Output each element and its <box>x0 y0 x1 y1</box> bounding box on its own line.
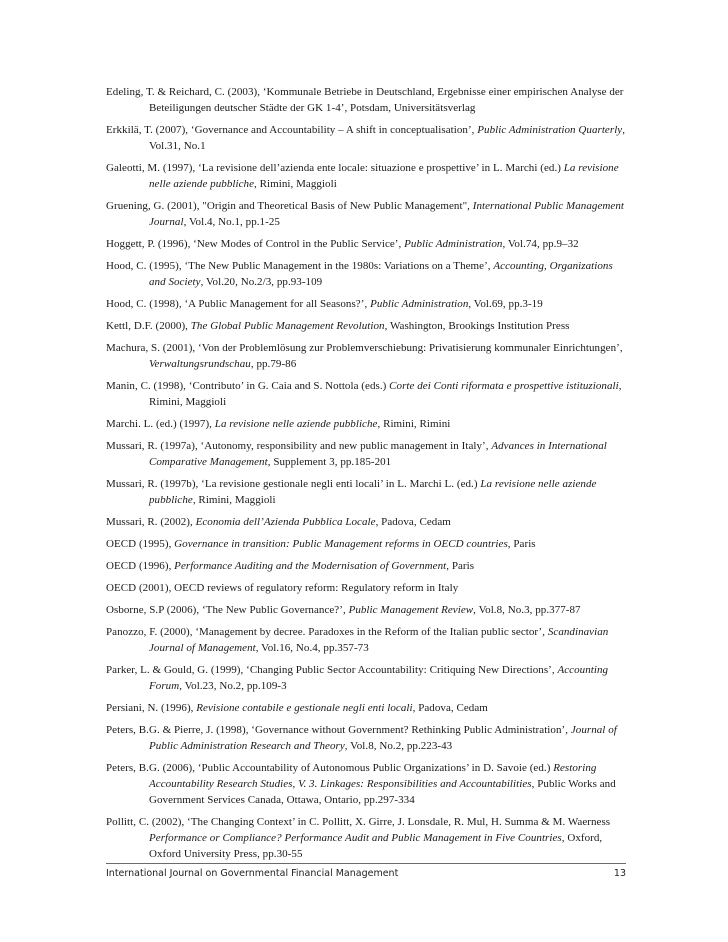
reference-text: , Vol.74, pp.9–32 <box>502 238 579 250</box>
reference-text: , Vol.23, No.2, pp.109-3 <box>179 680 287 692</box>
reference-text: OECD (1996), <box>106 560 175 572</box>
footer-journal-title: International Journal on Governmental Financial Management <box>106 868 399 879</box>
reference-text: , Paris <box>507 538 536 550</box>
reference-title: The Global Public Management Revolution <box>190 320 385 332</box>
reference-entry <box>106 438 626 470</box>
reference-text: , Padova, Cedam <box>375 516 451 528</box>
reference-entry <box>106 476 626 508</box>
reference-text: Gruening, G. (2001), "Origin and Theoretical Basis of New Public Management", <box>106 200 473 212</box>
reference-entry <box>106 378 626 410</box>
reference-title: Accounting, Organizations and Society <box>149 260 613 288</box>
reference-text: Kettl, D.F. (2000), <box>106 320 191 332</box>
reference-title: La revisione nelle aziende pubbliche <box>149 162 619 190</box>
reference-text: Peters, B.G. & Pierre, J. (1998), ‘Governance without Government? Rethinking Public Administration’, <box>106 724 571 736</box>
reference-entry <box>106 558 626 574</box>
reference-text: , Vol.16, No.4, pp.357-73 <box>255 642 369 654</box>
reference-text: Pollitt, C. (2002), ‘The Changing Context’ in C. Pollitt, X. Girre, J. Lonsdale, R. Mul, H. Summa & M. Waerness <box>106 816 611 828</box>
reference-title: Performance or Compliance? Performance Audit and Public Management in Five Countries <box>149 832 562 844</box>
reference-entry <box>106 602 626 618</box>
reference-entry <box>106 662 626 694</box>
reference-text: , pp.79-86 <box>250 358 297 370</box>
reference-title: Verwaltungsrundschau <box>149 358 251 370</box>
reference-text: Persiani, N. (1996), <box>106 702 197 714</box>
reference-text: , Vol.8, No.2, pp.223-43 <box>344 740 453 752</box>
reference-title: Public Administration <box>404 238 503 250</box>
reference-entry <box>106 198 626 230</box>
reference-entry <box>106 760 626 808</box>
reference-entry <box>106 122 626 154</box>
reference-text: , Vol.69, pp.3-19 <box>468 298 543 310</box>
reference-entry <box>106 236 626 252</box>
reference-entry <box>106 84 626 116</box>
reference-title: Scandinavian Journal of Management <box>149 626 609 654</box>
reference-text: Osborne, S.P (2006), ‘The New Public Governance?’, <box>106 604 349 616</box>
reference-text: Galeotti, M. (1997), ‘La revisione dell’azienda ente locale: situazione e prospettive’ in L. Marchi (ed.) <box>106 162 564 174</box>
reference-entry <box>106 416 626 432</box>
reference-entry <box>106 536 626 552</box>
reference-text: Machura, S. (2001), ‘Von der Problemlösung zur Problemverschiebung: Privatisierung kommunaler Einrichtungen’, <box>106 342 623 354</box>
reference-title: La revisione nelle aziende pubbliche <box>214 418 378 430</box>
reference-text: , Padova, Cedam <box>412 702 488 714</box>
footer-page-number: 13 <box>613 868 626 879</box>
reference-text: Hood, C. (1998), ‘A Public Management for all Seasons?’, <box>106 298 371 310</box>
reference-text: , Rimini, Rimini <box>377 418 451 430</box>
reference-text: Mussari, R. (2002), <box>106 516 196 528</box>
reference-entry <box>106 318 626 334</box>
reference-text: , Oxford, Oxford University Press, pp.30-55 <box>149 832 603 860</box>
reference-title: Performance Auditing and the Modernisation of Government <box>174 560 447 572</box>
reference-text: , Supplement 3, pp.185-201 <box>267 456 392 468</box>
reference-title: Journal of Public Administration Research and Theory <box>149 724 617 752</box>
reference-title: Revisione contabile e gestionale negli enti locali <box>196 702 413 714</box>
reference-entry <box>106 258 626 290</box>
reference-title: Accounting Forum <box>149 664 609 692</box>
reference-entry <box>106 160 626 192</box>
reference-title: La revisione nelle aziende pubbliche <box>149 478 597 506</box>
reference-entry <box>106 700 626 716</box>
reference-text: , Paris <box>446 560 475 572</box>
reference-text: Hoggett, P. (1996), ‘New Modes of Control in the Public Service’, <box>106 238 405 250</box>
reference-text: Mussari, R. (1997a), ‘Autonomy, responsibility and new public management in Italy’, <box>106 440 492 452</box>
reference-entry <box>106 722 626 754</box>
reference-title: Advances in International Comparative Management <box>149 440 607 468</box>
reference-title: Corte dei Conti riformata e prospettive istituzionali <box>389 380 619 392</box>
reference-text: Parker, L. & Gould, G. (1999), ‘Changing Public Sector Accountability: Critiquing New Directions’, <box>106 664 558 676</box>
reference-title: Governance in transition: Public Management reforms in OECD countries <box>174 538 508 550</box>
reference-text: , Rimini, Maggioli <box>149 380 622 408</box>
reference-title: Public Administration <box>370 298 469 310</box>
reference-entry <box>106 814 626 862</box>
reference-text: Manin, C. (1998), ‘Contributo’ in G. Caia and S. Nottola (eds.) <box>106 380 390 392</box>
reference-text: , Public Works and Government Services Canada, Ottawa, Ontario, pp.297-334 <box>149 778 616 806</box>
reference-text: , Vol.20, No.2/3, pp.93-109 <box>200 276 323 288</box>
reference-text: , Washington, Brookings Institution Press <box>384 320 570 332</box>
reference-text: Panozzo, F. (2000), ‘Management by decree. Paradoxes in the Reform of the Italian public sector’, <box>106 626 548 638</box>
reference-list <box>106 84 626 868</box>
reference-title: Restoring Accountability Research Studies, V. 3. Linkages: Responsibilities and Accountabilities <box>149 762 597 790</box>
reference-text: , Vol.31, No.1 <box>149 124 626 152</box>
reference-title: International Public Management Journal <box>149 200 624 228</box>
page-footer <box>106 863 626 879</box>
reference-text: Marchi. L. (ed.) (1997), <box>106 418 215 430</box>
reference-text: Mussari, R. (1997b), ‘La revisione gestionale negli enti locali’ in L. Marchi L. (ed.) <box>106 478 481 490</box>
reference-text: , Vol.4, No.1, pp.1-25 <box>183 216 280 228</box>
reference-text: Peters, B.G. (2006), ‘Public Accountability of Autonomous Public Organizations’ in D. Savoie (ed.) <box>106 762 554 774</box>
reference-text: OECD (2001), OECD reviews of regulatory reform: Regulatory reform in Italy <box>106 582 459 594</box>
reference-entry <box>106 514 626 530</box>
reference-text: , Rimini, Maggioli <box>254 178 337 190</box>
reference-title: Economia dell’Azienda Pubblica Locale <box>195 516 376 528</box>
reference-title: Public Management Review <box>348 604 474 616</box>
reference-entry <box>106 296 626 312</box>
reference-text: Hood, C. (1995), ‘The New Public Management in the 1980s: Variations on a Theme’, <box>106 260 494 272</box>
reference-text: OECD (1995), <box>106 538 175 550</box>
reference-entry <box>106 624 626 656</box>
reference-entry <box>106 340 626 372</box>
reference-text: Edeling, T. & Reichard, C. (2003), ‘Kommunale Betriebe in Deutschland, Ergebnisse einer empirischen Analyse der Beteiligungen deutscher Städte der GK 1-4’, Potsdam, Universitätsverlag <box>106 86 624 114</box>
reference-text: , Rimini, Maggioli <box>192 494 276 506</box>
reference-title: Public Administration Quarterly <box>477 124 623 136</box>
reference-text: Erkkilä, T. (2007), ‘Governance and Accountability – A shift in conceptualisation’, <box>106 124 478 136</box>
reference-entry <box>106 580 626 596</box>
reference-text: , Vol.8, No.3, pp.377-87 <box>473 604 581 616</box>
